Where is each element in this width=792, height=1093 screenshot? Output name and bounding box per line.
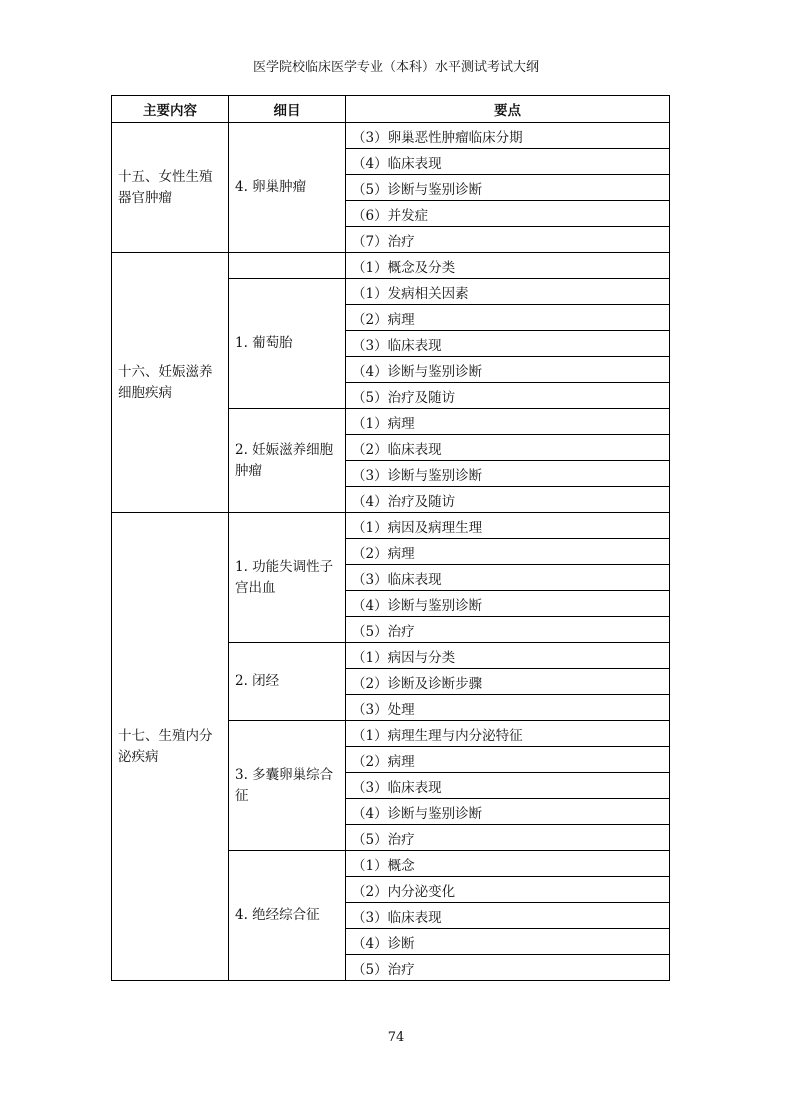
point-cell: （3）临床表现 xyxy=(346,903,670,929)
page-header: 医学院校临床医学专业（本科）水平测试考试大纲 xyxy=(252,60,539,75)
point-cell: （1）概念及分类 xyxy=(346,253,670,279)
point-cell: （4）临床表现 xyxy=(346,149,670,175)
point-cell: （2）内分泌变化 xyxy=(346,877,670,903)
item-cell: 3. 多囊卵巢综合征 xyxy=(229,721,346,851)
point-cell: （2）诊断及诊断步骤 xyxy=(346,669,670,695)
column-header-item: 细目 xyxy=(229,96,346,123)
item-cell xyxy=(229,253,346,279)
syllabus-table xyxy=(111,95,670,981)
column-header-topic: 主要内容 xyxy=(112,96,229,123)
point-cell: （3）处理 xyxy=(346,695,670,721)
page-number: 74 xyxy=(387,1030,405,1045)
point-cell: （5）诊断与鉴别诊断 xyxy=(346,175,670,201)
point-cell: （3）卵巢恶性肿瘤临床分期 xyxy=(346,123,670,149)
point-cell: （5）治疗 xyxy=(346,617,670,643)
point-cell: （6）并发症 xyxy=(346,201,670,227)
topic-cell: 十七、生殖内分泌疾病 xyxy=(112,513,229,981)
point-cell: （3）临床表现 xyxy=(346,331,670,357)
point-cell: （1）概念 xyxy=(346,851,670,877)
point-cell: （1）病因及病理生理 xyxy=(346,513,670,539)
item-cell: 1. 葡萄胎 xyxy=(229,279,346,409)
column-header-points: 要点 xyxy=(346,96,670,123)
table-body xyxy=(112,123,670,981)
point-cell: （7）治疗 xyxy=(346,227,670,253)
table-row xyxy=(112,513,670,539)
point-cell: （5）治疗 xyxy=(346,955,670,981)
topic-cell: 十六、妊娠滋养细胞疾病 xyxy=(112,253,229,513)
point-cell: （3）临床表现 xyxy=(346,773,670,799)
point-cell: （1）病因与分类 xyxy=(346,643,670,669)
item-cell: 2. 妊娠滋养细胞肿瘤 xyxy=(229,409,346,513)
point-cell: （5）治疗 xyxy=(346,825,670,851)
point-cell: （5）治疗及随访 xyxy=(346,383,670,409)
point-cell: （2）病理 xyxy=(346,747,670,773)
point-cell: （3）临床表现 xyxy=(346,565,670,591)
point-cell: （1）病理生理与内分泌特征 xyxy=(346,721,670,747)
table-header-row xyxy=(112,96,670,123)
topic-cell: 十五、女性生殖器官肿瘤 xyxy=(112,123,229,253)
point-cell: （4）诊断与鉴别诊断 xyxy=(346,591,670,617)
item-cell: 1. 功能失调性子宫出血 xyxy=(229,513,346,643)
point-cell: （1）发病相关因素 xyxy=(346,279,670,305)
table-row xyxy=(112,123,670,149)
item-cell: 4. 卵巢肿瘤 xyxy=(229,123,346,253)
point-cell: （3）诊断与鉴别诊断 xyxy=(346,461,670,487)
point-cell: （1）病理 xyxy=(346,409,670,435)
item-cell: 2. 闭经 xyxy=(229,643,346,721)
point-cell: （2）病理 xyxy=(346,539,670,565)
point-cell: （4）治疗及随访 xyxy=(346,487,670,513)
point-cell: （2）临床表现 xyxy=(346,435,670,461)
point-cell: （2）病理 xyxy=(346,305,670,331)
point-cell: （4）诊断与鉴别诊断 xyxy=(346,357,670,383)
item-cell: 4. 绝经综合征 xyxy=(229,851,346,981)
point-cell: （4）诊断与鉴别诊断 xyxy=(346,799,670,825)
point-cell: （4）诊断 xyxy=(346,929,670,955)
table-row xyxy=(112,253,670,279)
